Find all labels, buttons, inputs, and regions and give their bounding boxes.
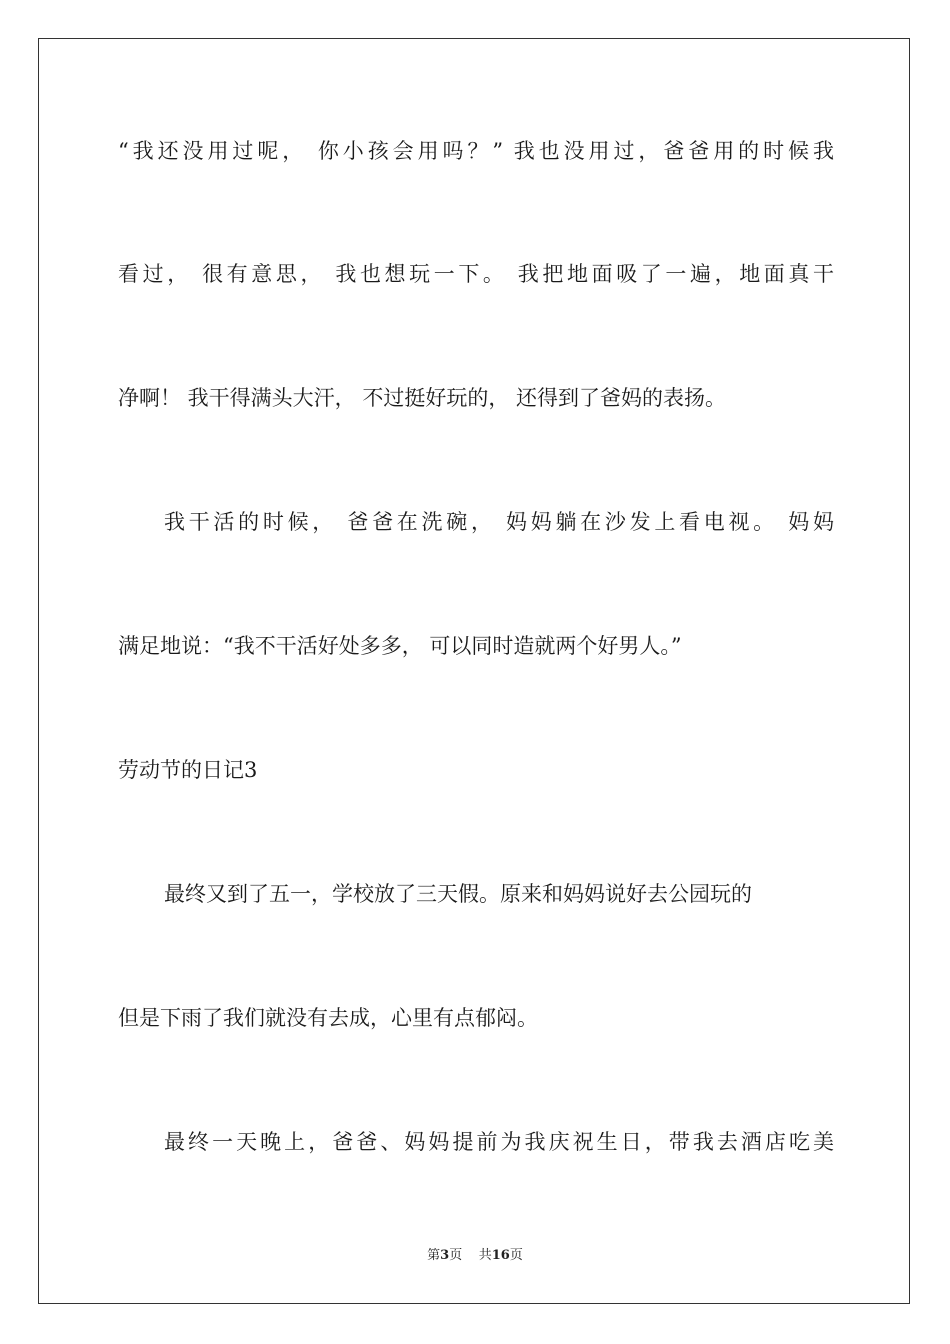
paragraph-line-6: 最终又到了五一，学校放了三天假。原来和妈妈说好去公园玩的	[164, 882, 752, 906]
paragraph-line-5: 满足地说：“我不干活好处多多， 可以同时造就两个好男人。”	[118, 634, 682, 658]
paragraph-line-4: 我干活的时候， 爸爸在洗碗， 妈妈躺在沙发上看电视。 妈妈	[164, 510, 834, 534]
footer-page-prefix: 第	[427, 1248, 441, 1263]
page-frame	[38, 38, 910, 1304]
footer-total-pages: 16	[491, 1248, 510, 1263]
paragraph-line-8: 最终一天晚上，爸爸、妈妈提前为我庆祝生日，带我去酒店吃美	[164, 1130, 834, 1154]
footer-page-suffix: 页	[449, 1248, 463, 1263]
section-heading: 劳动节的日记3	[118, 758, 258, 782]
paragraph-line-1: “我还没用过呢， 你小孩会用吗？” 我也没用过，爸爸用的时候我	[118, 139, 834, 163]
footer-total-prefix: 共	[478, 1248, 492, 1263]
page-footer	[0, 1246, 950, 1266]
footer-page-number: 3	[440, 1248, 450, 1263]
paragraph-line-7: 但是下雨了我们就没有去成，心里有点郁闷。	[118, 1006, 538, 1030]
paragraph-line-3: 净啊！ 我干得满头大汗， 不过挺好玩的， 还得到了爸妈的表扬。	[118, 386, 727, 410]
paragraph-line-2: 看过， 很有意思， 我也想玩一下。 我把地面吸了一遍，地面真干	[118, 262, 834, 286]
footer-total-suffix: 页	[509, 1248, 523, 1263]
